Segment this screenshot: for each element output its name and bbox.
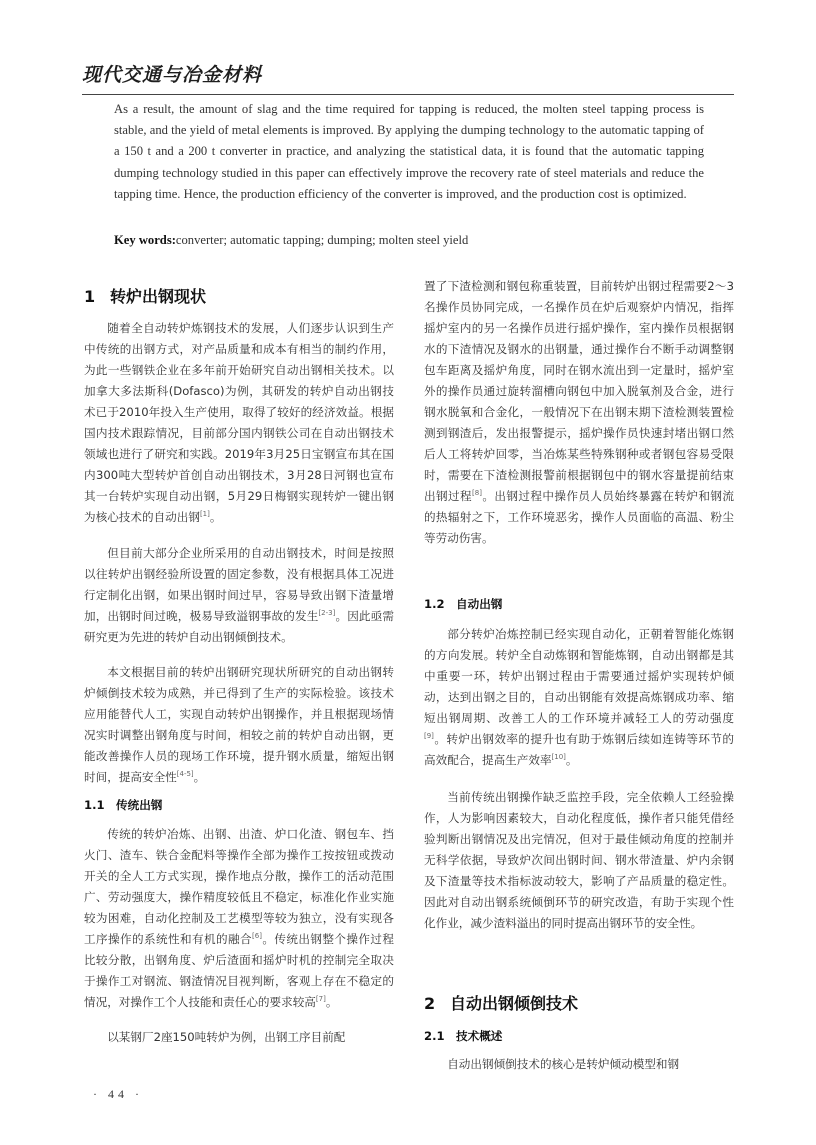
citation: [4-5] [176,770,194,778]
paragraph: 但目前大部分企业所采用的自动出钢技术，时间是按照以往转炉出钢经验所设置的固定参数，没有根据具体工况进行定制化出钢，如果出钢时间过早，容易导致出钢下渣量增加，出钢时间过晚，极易导致溢钢事故的发生[2-3]。因此亟需研究更为先进的转炉自动出钢倾倒技术。 [84,546,394,644]
citation: [2-3] [318,609,336,617]
paragraph: 传统的转炉冶炼、出钢、出渣、炉口化渣、钢包车、挡火门、渣车、铁合金配料等操作全部为操作工按按钮或拨动开关的全人工方式实现，操作地点分散，操作工的活动范围广、劳动强度大，操作精度较低且不稳定，标准化作业实施较为困难，自动化控制及工艺模型等较为独立，没有实现各工序操作的系统性和有机的融合[6]。传统出钢整个操作过程比较分散，出钢角度、炉后渣面和摇炉时机的控制完全取决于操作工对钢流、钢渣情况目视判断，客观上存在不稳定的情况，对操作工个人技能和责任心的要求较高[7]。 [84,827,394,1009]
section-2-1-heading [424,1026,734,1047]
section-1-heading [84,286,394,307]
keywords-label: Key words: [114,233,176,247]
citation: [7] [315,995,326,1003]
section-title: 自动出钢倾倒技术 [450,994,579,1013]
section-number: 1 [84,287,96,306]
section-1-2-heading [424,594,734,615]
journal-masthead: 现代交通与冶金材料 [82,64,263,86]
keywords-line [114,233,704,248]
citation: [8] [472,489,482,497]
paragraph: 自动出钢倾倒技术的核心是转炉倾动模型和钢 [447,1057,680,1071]
paragraph: 本文根据目前的转炉出钢研究现状所研究的自动出钢转炉倾倒技术较为成熟，并已得到了生产的实际检验。该技术应用能替代人工，实现自动转炉出钢操作，并且根据现场情况实时调整出钢角度与时间，相较之前的转炉自动出钢，更能改善操作人员的现场工作环境，提升钢水质量，缩短出钢时间，提高安全性[4-5]。 [84,665,394,784]
section-2-heading [424,993,734,1014]
section-title: 传统出钢 [116,798,163,812]
section-number: 2.1 [424,1029,445,1043]
keywords-text: converter; automatic tapping; dumping; molten steel yield [175,233,469,247]
header-rule [82,94,734,95]
section-number: 2 [424,994,436,1013]
paragraph: 当前传统出钢操作缺乏监控手段，完全依赖人工经验操作，人为影响因素较大，自动化程度低，操作者只能凭借经验判断出钢情况及出完情况，但对于最佳倾动角度的控制并无科学依据，导致炉次间出钢时间、钢水带渣量、炉内余钢及下渣量等技术指标波动较大，影响了产品质量的稳定性。因此对自动出钢系统倾倒环节的研究改造，有助于实现个性化作业，减少渣料溢出的同时提高出钢环节的安全性。 [424,790,734,930]
abstract-paragraph: As a result, the amount of slag and the time required for tapping is reduced, the molten steel tapping process is stable, and the yield of metal elements is improved. By applying the dumping technology to the automatic tapping of a 150 t and a 200 t converter in practice, and analyzing the statistical data, it is found that the automatic tapping dumping technology studied in this paper can effectively improve the recovery rate of steel materials and reduce the tapping time. Hence, the production efficiency of the converter is improved, and the production cost is optimized. [114,102,704,201]
page-number: · 44 · [93,1087,143,1101]
section-1-1-heading [84,795,394,816]
citation: [10] [551,753,566,761]
paragraph-continuation: 置了下渣检测和钢包称重装置，目前转炉出钢过程需要2～3名操作员协同完成，一名操作员在炉后观察炉内情况，指挥摇炉室内的另一名操作员进行摇炉操作，室内操作员根据钢水的下渣情况及钢水的出钢量，通过操作台不断手动调整钢包车距离及摇炉角度，同时在钢水流出到一定量时，摇炉室外的操作员通过旋转溜槽向钢包中加入脱氧剂及合金，进行钢水脱氧和合金化，一般情况下在出钢末期下渣检测装置检测到钢渣后，发出报警提示，摇炉操作员快速封堵出钢口然后人工将转炉回零，当冶炼某些特殊钢种或者钢包容易受限时，需要在下渣检测报警前根据钢包中的钢水容量提前结束出钢过程[8]。出钢过程中操作员人员始终暴露在转炉和钢流的热辐射之下，工作环境恶劣，操作人员面临的高温、粉尘等劳动伤害。 [424,279,734,545]
paragraph: 部分转炉冶炼控制已经实现自动化，正朝着智能化炼钢的方向发展。转炉全自动炼钢和智能炼钢，自动出钢都是其中重要一环，转炉出钢过程由于需要通过摇炉实现转炉倾动，达到出钢之目的，自动出钢能有效提高炼钢成功率、缩短出钢周期、改善工人的工作环境并减轻工人的劳动强度[9]。转炉出钢效率的提升也有助于炼钢后续如连铸等环节的高效配合，提高生产效率[10]。 [424,627,734,767]
citation: [9] [424,732,434,740]
citation: [6] [252,932,262,940]
paragraph: 随着全自动转炉炼钢技术的发展，人们逐步认识到生产中传统的出钢方式，对产品质量和成本有相当的制约作用，为此一些钢铁企业在多年前开始研究自动出钢相关技术。以加拿大多法斯科(Dofasco)为例，其研发的转炉自动出钢技术已于2010年投入生产使用，取得了较好的经济效益。根据国内技术跟踪情况，目前部分国内钢铁公司在自动出钢技术领域也进行了研究和实践。2019年3月25日宝钢宣布其在国内300吨大型转炉首创自动出钢技术，3月28日河钢也宣布其一台转炉实现自动出钢，5月29日梅钢实现转炉一键出钢为核心技术的自动出钢[1]。 [84,321,394,524]
section-number: 1.2 [424,597,445,611]
section-title: 自动出钢 [456,597,503,611]
paragraph: 以某钢厂2座150吨转炉为例，出钢工序目前配 [107,1030,346,1044]
section-title: 转炉出钢现状 [110,287,207,306]
section-number: 1.1 [84,798,105,812]
section-title: 技术概述 [456,1029,503,1043]
citation: [1] [199,510,210,518]
